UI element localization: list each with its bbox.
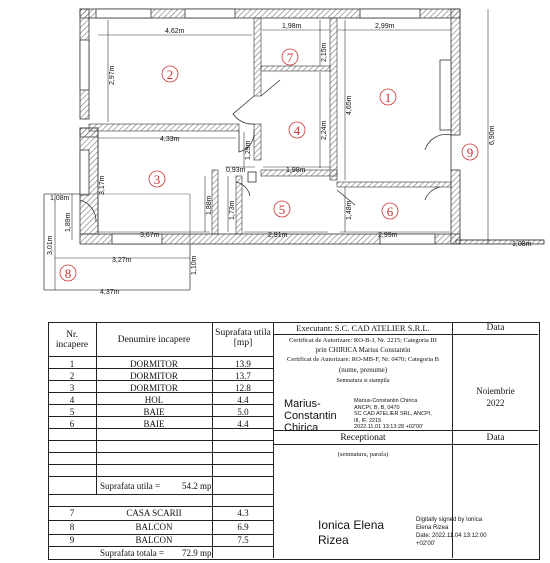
row-name: HOL: [144, 395, 164, 405]
dim-label: 1,08m: [512, 241, 532, 248]
row-name: BALCON: [135, 522, 173, 532]
cert-line: Certificat de Autorizare: RO-MB-F, Nr. 0470; Categoria B: [286, 356, 440, 363]
room-number-labels: [65, 50, 474, 281]
dim-label: 1,89m: [65, 212, 72, 232]
row-name: DORMITOR: [130, 383, 178, 393]
interior-walls: [89, 18, 451, 234]
dim-label: 0,93m: [226, 167, 246, 174]
row-area: 6.9: [237, 522, 249, 532]
dim-label: 3,67m: [140, 232, 160, 239]
row-area: 4.4: [237, 395, 249, 405]
dim-label: 1,10m: [191, 255, 198, 275]
dim-label: 4,65m: [346, 95, 353, 115]
room-number: 3: [153, 172, 161, 187]
dim-label: 1,88m: [206, 195, 213, 215]
row-nr: 3: [69, 383, 75, 393]
row-name: BAIE: [143, 407, 165, 417]
row-nr: 6: [69, 419, 75, 429]
dim-label: 3,27m: [112, 257, 132, 264]
dim-label: 1,98m: [282, 23, 302, 30]
row-nr: 4: [69, 395, 75, 405]
header-area: Suprafata utila [mp]: [215, 328, 271, 348]
signature-detail: Marius-Constantin Chirica: [354, 398, 418, 404]
row-area: 4.4: [237, 419, 249, 429]
row-area: 5.0: [237, 407, 249, 417]
dim-label: 4,33m: [160, 136, 180, 143]
date-header: Data: [486, 433, 505, 443]
row-name: BAIE: [143, 419, 165, 429]
room-numbers: [60, 49, 478, 281]
dim-label: 2,24m: [321, 120, 328, 140]
signature-name: Rizea: [318, 533, 349, 547]
room-number: 5: [278, 202, 286, 217]
room-number: 1: [384, 90, 392, 105]
useful-area-value: 54.2 mp: [182, 481, 212, 491]
dim-label: 1,48m: [346, 200, 353, 220]
area-table: [48, 322, 540, 560]
row-area: 12.8: [235, 383, 251, 393]
dim-label: 4,37m: [100, 289, 120, 296]
date-header: Data: [486, 323, 505, 333]
receptionat-sign-label: (semnatura, parafa): [337, 451, 389, 458]
dim-label: 3,01m: [47, 235, 54, 255]
dim-label: 1,08m: [50, 195, 70, 202]
signature-detail: Digitally signed by Ionica: [416, 517, 483, 523]
room-number: 7: [286, 50, 294, 65]
cert-line: prin CHIRICA Marius Constantin: [315, 346, 411, 354]
signature-detail: III, IF, 2215: [354, 417, 382, 424]
row-nr: 1: [69, 359, 75, 369]
dim-label: 2,97m: [109, 65, 116, 85]
date-value: Noiembrie: [476, 386, 515, 396]
total-area-value: 72.9 mp: [182, 548, 212, 558]
signature-name: Chirica: [284, 422, 319, 434]
dim-label: 3,17m: [99, 175, 106, 195]
header-nr: Nr. incapere: [55, 330, 89, 350]
dim-label: 1,98m: [286, 167, 306, 174]
signature-detail: 2022.11.01 13:13:28 +02'00': [354, 424, 424, 430]
row-name: BALCON: [135, 535, 173, 545]
dim-label: 1,29m: [245, 140, 252, 160]
row-name: DORMITOR: [130, 359, 178, 369]
row-name: DORMITOR: [130, 371, 178, 381]
executant-title: Executant: S.C. CAD ATELIER S.R.L.: [296, 323, 430, 333]
sign-label: Semnatura si stampila: [336, 378, 390, 384]
cert-line: (nume, prenume): [338, 366, 388, 374]
row-area: 13.9: [235, 359, 251, 369]
doors: [80, 80, 451, 222]
room-number: 6: [386, 204, 394, 219]
row-nr: 7: [69, 508, 75, 518]
signature-name: Marius-: [284, 398, 321, 410]
signature-detail: SC CAD ATELIER SRL, ANCPI,: [354, 411, 432, 417]
row-area: 13.7: [235, 371, 251, 381]
dim-label: 1,73m: [229, 200, 236, 220]
row-nr: 5: [69, 407, 75, 417]
row-nr: 2: [69, 371, 75, 381]
dim-label: 6,90m: [489, 125, 496, 145]
date-value: 2022: [486, 398, 505, 408]
row-nr: 8: [69, 522, 75, 532]
signature-name: Constantin: [284, 410, 337, 422]
dim-label: 2,15m: [321, 42, 328, 62]
total-area-label: Suprafata totala =: [100, 548, 165, 558]
room-number: 4: [293, 123, 301, 138]
cert-line: Certificat de Autorizare: RO-B-J, Nr. 2215; Categoria III: [289, 337, 437, 344]
receptionat-signature: [318, 516, 518, 556]
signature-detail: Date: 2022.11.04 13:12:00: [416, 533, 487, 539]
signature-detail: ANCPI, B, B, 0470: [354, 404, 400, 411]
dim-label: 4,62m: [165, 28, 185, 35]
dim-label: 2,91m: [268, 232, 288, 239]
room-number: 9: [466, 145, 474, 160]
dim-label: 2,99m: [375, 23, 395, 30]
header-name: Denumire incapere: [117, 335, 191, 345]
useful-area-label: Suprafata utila =: [100, 481, 161, 491]
dim-label: 2,99m: [378, 232, 398, 239]
signature-detail: +02'00': [416, 541, 436, 547]
row-name: CASA SCARII: [126, 508, 182, 518]
executant-signature: [284, 398, 450, 434]
row-nr: 9: [69, 535, 75, 545]
signature-name: Ionica Elena: [318, 518, 385, 532]
receptionat-title: Receptionat: [340, 433, 386, 443]
signature-detail: Elena Rizea: [416, 525, 449, 531]
room-number: 8: [64, 266, 72, 281]
row-area: 4.3: [237, 508, 249, 518]
room-number: 2: [166, 67, 174, 82]
row-area: 7.5: [237, 535, 249, 545]
